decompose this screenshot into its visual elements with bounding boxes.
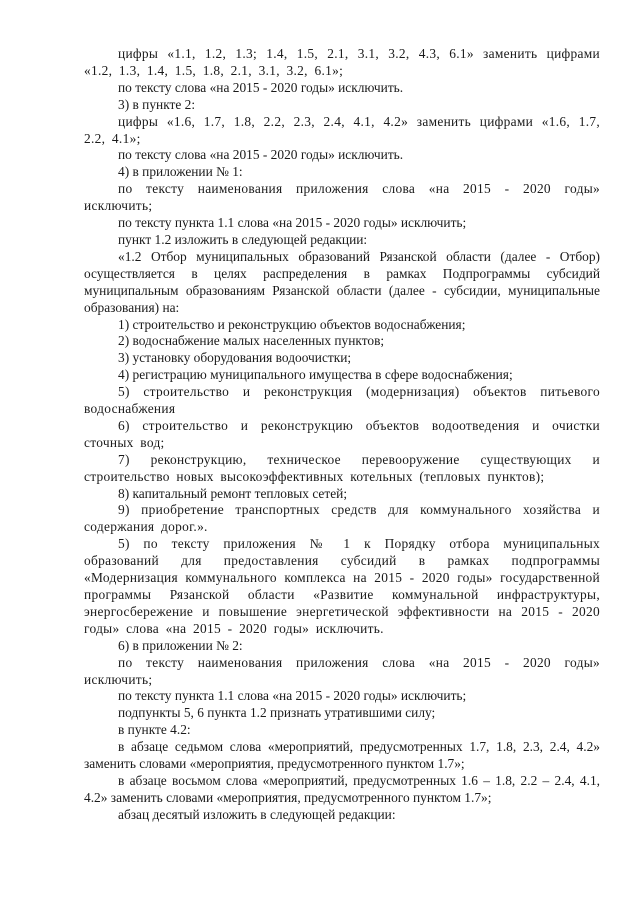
- paragraph: по тексту наименования приложения слова «на 2015 - 2020 годы» исключить;: [84, 654, 600, 687]
- list-item: 4) регистрацию муниципального имущества в сфере водоснабжения;: [118, 367, 513, 383]
- paragraph: по тексту слова «на 2015 - 2020 годы» исключить.: [118, 79, 404, 95]
- paragraph: по тексту слова «на 2015 - 2020 годы» исключить.: [118, 147, 404, 163]
- list-item: 1) строительство и реконструкцию объектов водоснабжения;: [118, 316, 466, 332]
- list-item: 9) приобретение транспортных средств для коммунального хозяйства и содержания дорог.».: [84, 502, 600, 535]
- paragraph: в пункте 4.2:: [118, 722, 191, 738]
- paragraph: подпункты 5, 6 пункта 1.2 признать утратившими силу;: [118, 705, 436, 721]
- paragraph: в абзаце седьмом слова «мероприятий, предусмотренных 1.7, 1.8, 2.3, 2.4, 4.2» заменить словами «мероприятия, предусмотренного пунктом 1.7»;: [84, 739, 600, 772]
- paragraph: абзац десятый изложить в следующей редакции:: [118, 806, 396, 822]
- list-item: 6) строительство и реконструкцию объектов водоотведения и очистки сточных вод;: [84, 417, 600, 450]
- paragraph: 5) по тексту приложения № 1 к Порядку отбора муниципальных образований для предоставления субсидий в рамках подпрограммы «Модернизация коммунального комплекса на 2015 - 2020 годы» государственной программы Рязанской области «Развитие коммунальной инфраструктуры, энергосбережение и повышение энергетической эффективности на 2015 - 2020 годы» слова «на 2015 - 2020 годы» исключить.: [84, 536, 600, 636]
- paragraph: по тексту наименования приложения слова «на 2015 - 2020 годы» исключить;: [84, 181, 600, 214]
- list-item: 7) реконструкцию, техническое перевооружение существующих и строительство новых высокоэффективных котельных (тепловых пунктов);: [84, 451, 600, 484]
- list-item: 2) водоснабжение малых населенных пунктов;: [118, 333, 385, 349]
- paragraph: цифры «1.6, 1.7, 1.8, 2.2, 2.3, 2.4, 4.1, 4.2» заменить цифрами «1.6, 1.7, 2.2, 4.1»;: [84, 113, 600, 146]
- paragraph: 4) в приложении № 1:: [118, 164, 243, 180]
- paragraph: цифры «1.1, 1.2, 1.3; 1.4, 1.5, 2.1, 3.1, 3.2, 4.3, 6.1» заменить цифрами «1.2, 1.3, 1.4, 1.5, 1.8, 2.1, 3.1, 3.2, 6.1»;: [84, 46, 600, 78]
- list-item: 5) строительство и реконструкция (модернизация) объектов питьевого водоснабжения: [84, 384, 600, 417]
- paragraph: 6) в приложении № 2:: [118, 637, 243, 653]
- paragraph: «1.2 Отбор муниципальных образований Рязанской области (далее - Отбор) осуществляется в целях распределения в рамках Подпрограммы субсидий муниципальным образованиям Рязанской области (далее - субсидии, муниципальные образования) на:: [84, 248, 600, 315]
- paragraph: пункт 1.2 изложить в следующей редакции:: [118, 231, 368, 247]
- list-item: 8) капитальный ремонт тепловых сетей;: [118, 485, 348, 501]
- paragraph: 3) в пункте 2:: [118, 96, 196, 112]
- paragraph: по тексту пункта 1.1 слова «на 2015 - 2020 годы» исключить;: [118, 215, 467, 231]
- list-item: 3) установку оборудования водоочистки;: [118, 350, 352, 366]
- paragraph: по тексту пункта 1.1 слова «на 2015 - 2020 годы» исключить;: [118, 688, 467, 704]
- paragraph: в абзаце восьмом слова «мероприятий, предусмотренных 1.6 – 1.8, 2.2 – 2.4, 4.1, 4.2» заменить словами «мероприятия, предусмотренного пунктом 1.7»;: [84, 772, 600, 805]
